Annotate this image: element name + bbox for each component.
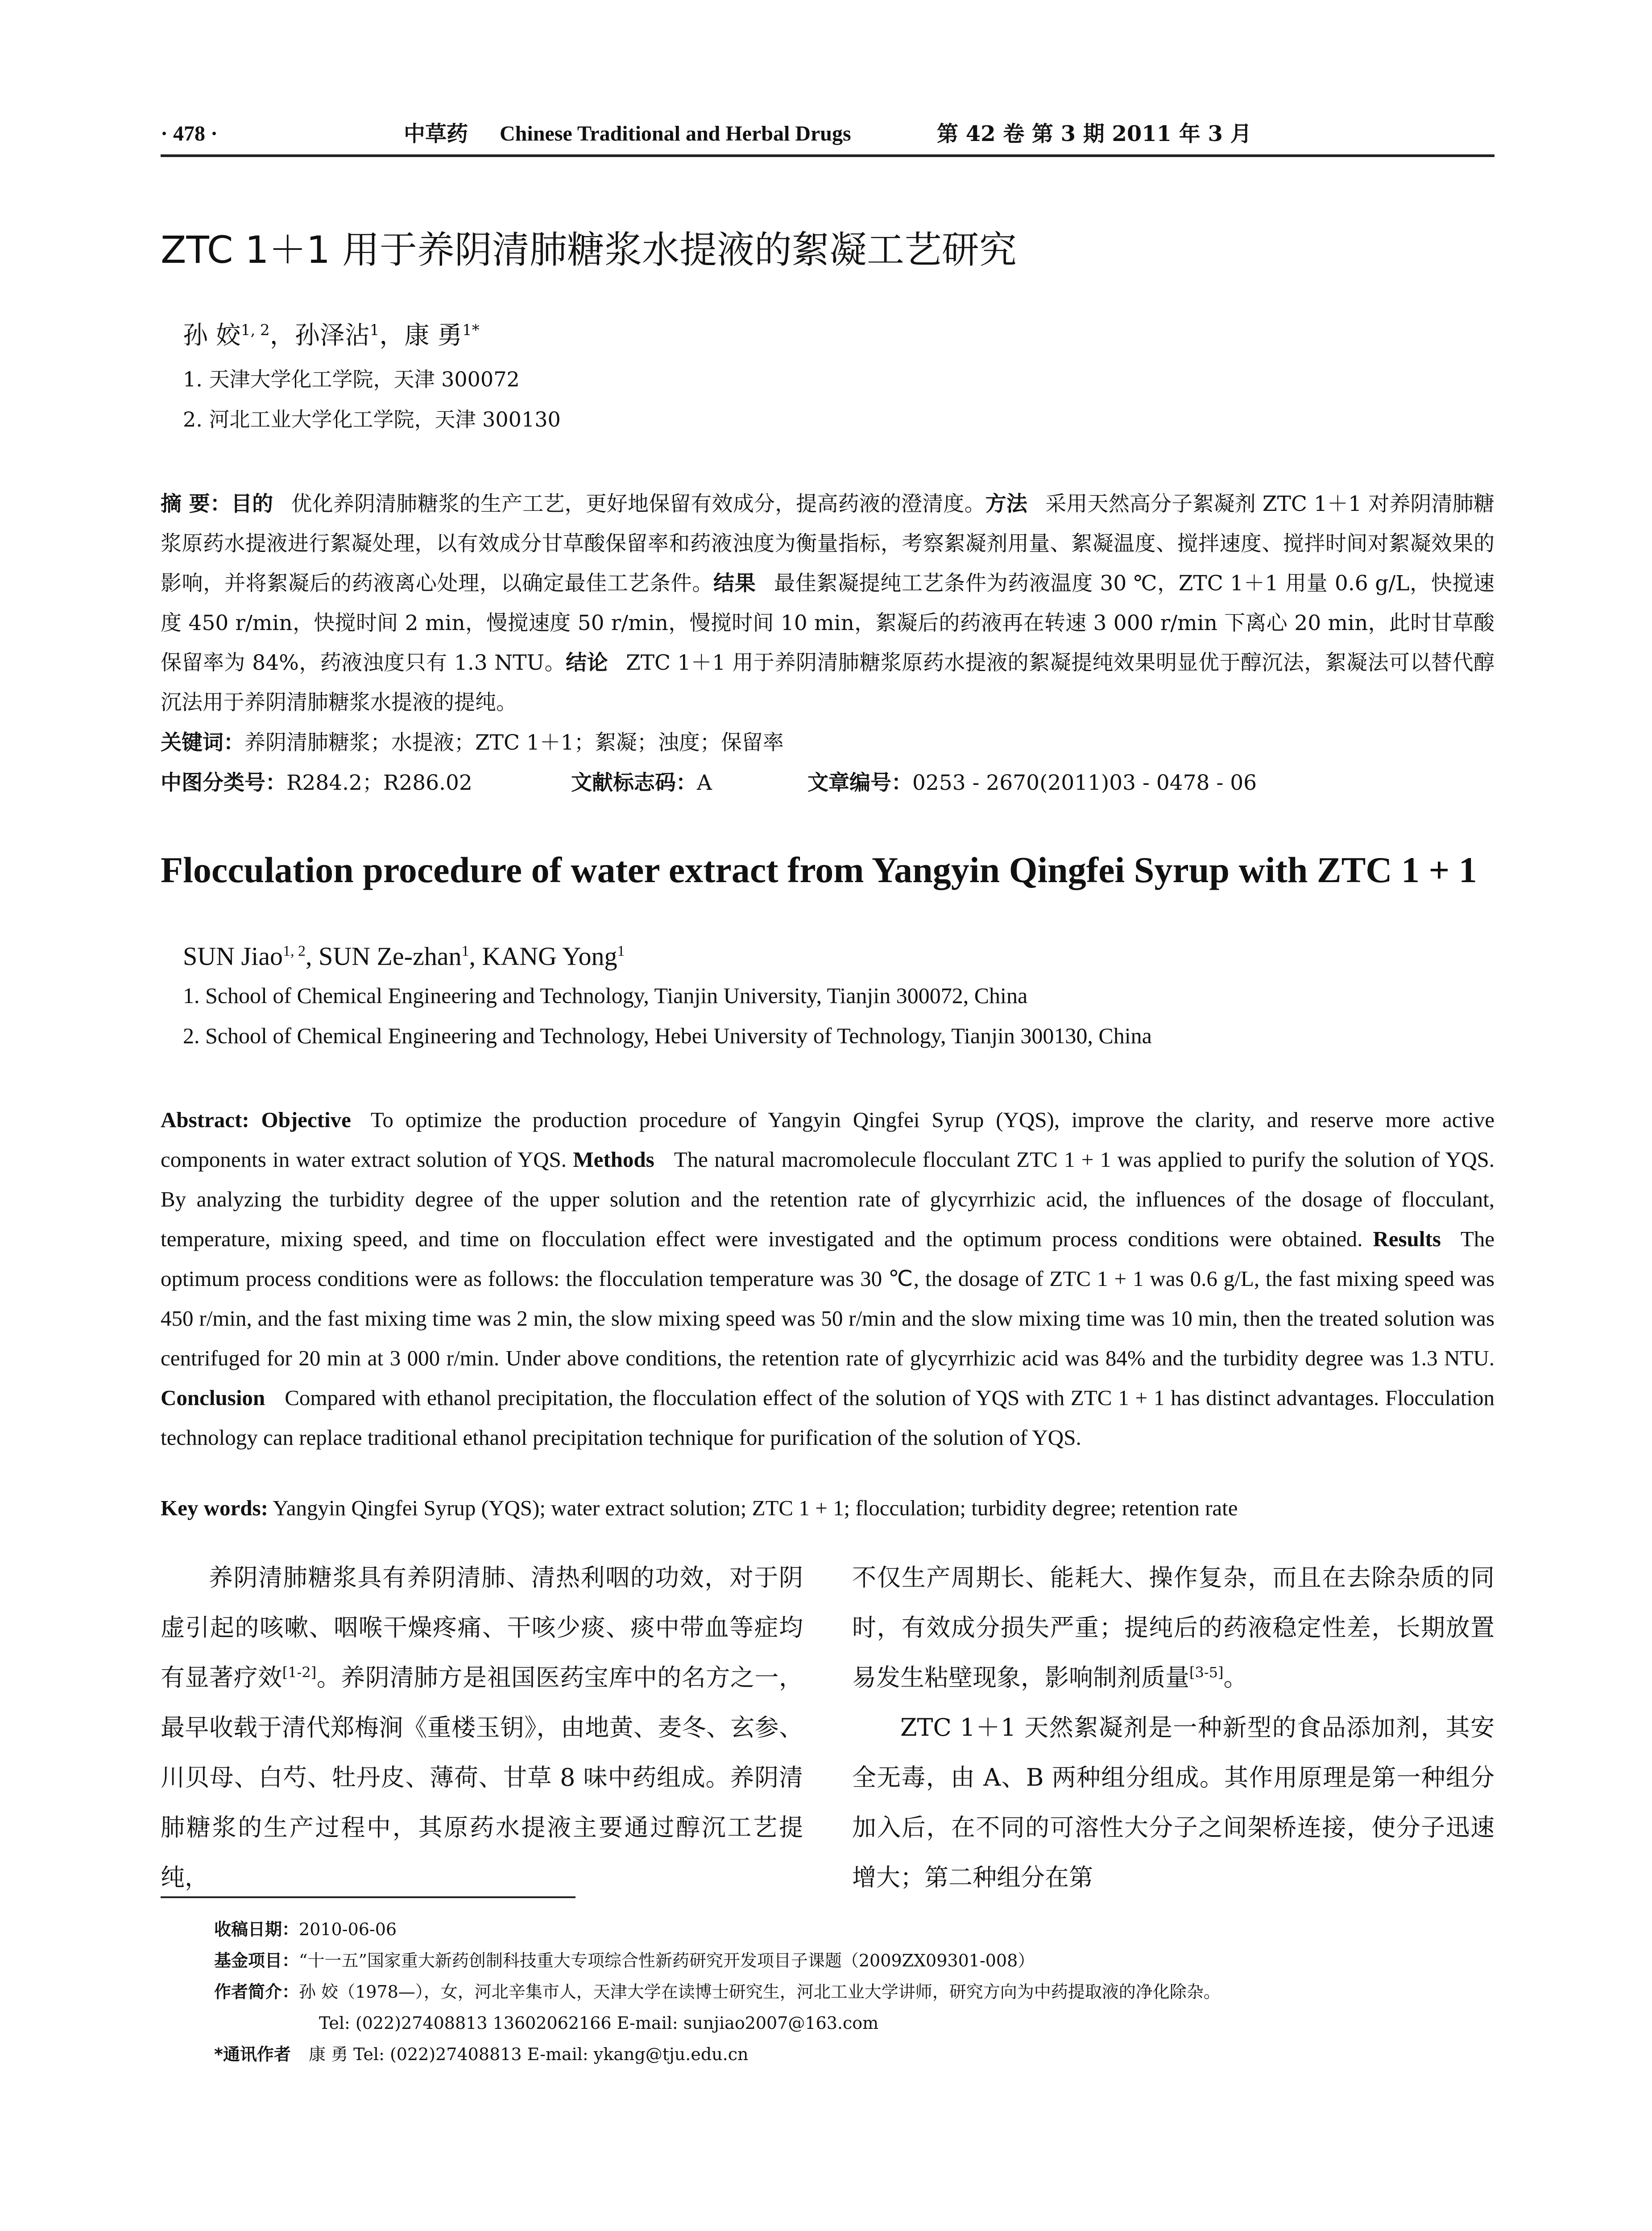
en-methods-label: Methods bbox=[573, 1147, 654, 1172]
cn-keywords-value: 养阴清肺糖浆；水提液；ZTC 1＋1；絮凝；浊度；保留率 bbox=[244, 730, 784, 755]
cn-affiliation-2: 2. 河北工业大学化工学院，天津 300130 bbox=[183, 407, 561, 431]
doc-code-label: 文献标志码： bbox=[571, 771, 697, 795]
citation-1-2: [1-2] bbox=[282, 1664, 317, 1681]
journal-name-en: Chinese Traditional and Herbal Drugs bbox=[500, 122, 851, 145]
cn-authors bbox=[183, 312, 480, 354]
cn-keywords bbox=[161, 723, 784, 763]
cn-methods-label: 方法 bbox=[985, 492, 1028, 516]
en-results-text: The optimum process conditions were as follows: the flocculation temperature was 30 ℃, the dosage of ZTC 1 + 1 was 0.6 g/L, the fast mixing speed was 450 r/min, and the fast mixing time was 2 min, the slow mixing speed was 50 r/min and the slow mixing time was 10 min, then the treated solution was centrifuged for 20 min at 3 000 r/min. Under above conditions, the retention rate of glycyrrhizic acid was 84% and the turbidity degree was 1.3 NTU. bbox=[161, 1227, 1495, 1370]
footnote-received bbox=[214, 1914, 397, 1945]
fund-text: “十一五”国家重大新药创制科技重大专项综合性新药研究开发项目子课题（2009ZX09301-008） bbox=[299, 1951, 1035, 1970]
en-keywords-label: Key words: bbox=[161, 1496, 268, 1520]
body-column-right bbox=[852, 1553, 1495, 1903]
body-p1-cont-end: 。 bbox=[1223, 1663, 1248, 1692]
issue-info: 第 42 卷 第 3 期 2011 年 3 月 bbox=[937, 121, 1252, 146]
cn-keywords-label: 关键词： bbox=[161, 730, 244, 755]
body-paragraph-1 bbox=[161, 1553, 803, 1903]
cn-results-label: 结果 bbox=[713, 571, 756, 596]
en-abstract-label: Abstract: Objective bbox=[161, 1107, 351, 1132]
cn-author-1-affil: 1, 2 bbox=[240, 321, 270, 339]
cn-methods-text: 采用天然高分子絮凝剂 ZTC 1＋1 对养阴清肺糖浆原药水提液进行絮凝处理，以有效成分甘草酸保留率和药液浊度为衡量指标，考察絮凝剂用量、絮凝温度、搅拌速度、搅拌时间对絮凝效果的影响，并将絮凝后的药液离心处理，以确定最佳工艺条件。 bbox=[161, 492, 1495, 596]
footnote-author bbox=[214, 1977, 1221, 2007]
doc-code-value: A bbox=[697, 771, 712, 795]
cn-affiliation-1: 1. 天津大学化工学院，天津 300072 bbox=[183, 367, 520, 391]
cn-author-3-affil: 1* bbox=[462, 321, 480, 339]
article-number-value: 0253 - 2670(2011)03 - 0478 - 06 bbox=[912, 771, 1257, 795]
cn-objective-text: 优化养阴清肺糖浆的生产工艺，更好地保留有效成分，提高药液的澄清度。 bbox=[291, 492, 985, 516]
received-date: 2010-06-06 bbox=[299, 1920, 397, 1939]
body-column-left bbox=[161, 1553, 803, 1903]
en-objective-text: To optimize the production procedure of Yangyin Qingfei Syrup (YQS), improve the clarity, and reserve more active components in water extract solution of YQS. bbox=[161, 1107, 1495, 1172]
header-rule bbox=[161, 154, 1495, 157]
cn-author-2: ，孙泽沾 bbox=[269, 321, 370, 350]
fund-label: 基金项目： bbox=[214, 1951, 299, 1970]
en-keywords-value: Yangyin Qingfei Syrup (YQS); water extract solution; ZTC 1 + 1; flocculation; turbidity degree; retention rate bbox=[273, 1496, 1238, 1520]
body-p1-cont-text: 不仅生产周期长、能耗大、操作复杂，而且在去除杂质的同时，有效成分损失严重；提纯后的药液稳定性差，长期放置易发生粘壁现象，影响制剂质量 bbox=[852, 1563, 1495, 1692]
body-paragraph-2: ZTC 1＋1 天然絮凝剂是一种新型的食品添加剂，其安全无毒，由 A、B 两种组分组成。其作用原理是第一种组分加入后，在不同的可溶性大分子之间架桥连接，使分子迅速增大；第二种组分在第 bbox=[852, 1713, 1495, 1891]
cn-author-2-affil: 1 bbox=[369, 321, 380, 339]
cn-abstract-label: 摘 要： bbox=[161, 492, 231, 516]
author-intro-label: 作者简介： bbox=[214, 1982, 299, 2002]
body-p1-text: 养阴清肺糖浆具有养阴清肺、清热利咽的功效，对于阴虚引起的咳嗽、咽喉干燥疼痛、干咳少痰、痰中带血等症均有显著疗效 bbox=[161, 1563, 803, 1692]
en-affiliation-2: 2. School of Chemical Engineering and Technology, Hebei University of Technology, Tianjin 300130, China bbox=[183, 1023, 1152, 1048]
corresponding-text: 康 勇 Tel: (022)27408813 E-mail: ykang@tju.edu.cn bbox=[308, 2044, 749, 2064]
en-author-3-affil: 1 bbox=[617, 943, 625, 959]
footnote-fund bbox=[214, 1945, 1035, 1976]
journal-name-cn: 中草药 bbox=[404, 121, 468, 146]
en-abstract bbox=[161, 1100, 1495, 1457]
en-author-1-affil: 1, 2 bbox=[282, 943, 306, 959]
page-number: · 478 · bbox=[161, 122, 218, 145]
author-contact: Tel: (022)27408813 13602062166 E-mail: sunjiao2007@163.com bbox=[319, 2013, 879, 2033]
running-header bbox=[161, 117, 1495, 151]
body-paragraph-1-cont bbox=[852, 1553, 1495, 1703]
cn-conclusion-text: ZTC 1＋1 用于养阴清肺糖浆原药水提液的絮凝提纯效果明显优于醇沉法，絮凝法可以替代醇沉法用于养阴清肺糖浆水提液的提纯。 bbox=[161, 651, 1495, 715]
en-keywords bbox=[161, 1488, 1495, 1528]
footnote-rule bbox=[161, 1896, 576, 1898]
cn-author-1: 孙 姣 bbox=[183, 321, 241, 350]
citation-3-5: [3-5] bbox=[1189, 1664, 1224, 1681]
received-label: 收稿日期： bbox=[214, 1920, 299, 1939]
en-conclusion-text: Compared with ethanol precipitation, the flocculation effect of the solution of YQS with ZTC 1 + 1 has distinct advantages. Flocculation technology can replace traditional ethanol precipitation technique for purification of the solution of YQS. bbox=[161, 1385, 1495, 1450]
en-author-1: SUN Jiao bbox=[183, 941, 283, 971]
corresponding-label: *通讯作者 bbox=[214, 2044, 291, 2064]
author-intro-text: 孙 姣（1978—），女，河北辛集市人，天津大学在读博士研究生，河北工业大学讲师，研究方向为中药提取液的净化除杂。 bbox=[299, 1982, 1221, 2002]
footnote-corresponding bbox=[214, 2039, 748, 2069]
article-number-label: 文章编号： bbox=[807, 771, 912, 795]
en-results-label: Results bbox=[1373, 1227, 1441, 1251]
en-affiliation-1: 1. School of Chemical Engineering and Technology, Tianjin University, Tianjin 300072, China bbox=[183, 983, 1028, 1008]
en-authors bbox=[183, 933, 625, 975]
body-p1-text-rest: 。养阴清肺方是祖国医药宝库中的名方之一，最早收载于清代郑梅涧《重楼玉钥》，由地黄、麦冬、玄参、川贝母、白芍、牡丹皮、薄荷、甘草 8 味中药组成。养阴清肺糖浆的生产过程中，其原药水提液主要通过醇沉工艺提纯， bbox=[161, 1663, 803, 1891]
clc-value: R284.2；R286.02 bbox=[286, 771, 472, 795]
en-conclusion-label: Conclusion bbox=[161, 1385, 265, 1410]
en-author-2-affil: 1 bbox=[461, 943, 469, 959]
cn-results-text: 最佳絮凝提纯工艺条件为药液温度 30 ℃，ZTC 1＋1 用量 0.6 g/L，快搅速度 450 r/min，快搅时间 2 min，慢搅速度 50 r/min，慢搅时间 10 min，絮凝后的药液再在转速 3 000 r/min 下离心 20 min，此时甘草酸保留率为 84%，药液浊度只有 1.3 NTU。 bbox=[161, 571, 1495, 675]
cn-abstract bbox=[161, 484, 1495, 722]
en-title: Flocculation procedure of water extract from Yangyin Qingfei Syrup with ZTC 1 + 1 bbox=[161, 850, 1477, 890]
en-methods-text: The natural macromolecule flocculant ZTC 1 + 1 was applied to purify the solution of YQS. By analyzing the turbidity degree of the upper solution and the retention rate of glycyrrhizic acid, the influences of the dosage of flocculant, temperature, mixing speed, and time on flocculation effect were investigated and the optimum process conditions were obtained. bbox=[161, 1147, 1495, 1251]
cn-classification bbox=[161, 763, 1495, 803]
cn-title: ZTC 1＋1 用于养阴清肺糖浆水提液的絮凝工艺研究 bbox=[161, 228, 1017, 272]
clc-label: 中图分类号： bbox=[161, 771, 286, 795]
cn-author-3: ，康 勇 bbox=[379, 321, 463, 350]
en-author-2: , SUN Ze-zhan bbox=[305, 941, 462, 971]
cn-conclusion-label: 结论 bbox=[566, 651, 609, 675]
en-author-3: , KANG Yong bbox=[469, 941, 617, 971]
cn-objective-label: 目的 bbox=[231, 492, 273, 516]
